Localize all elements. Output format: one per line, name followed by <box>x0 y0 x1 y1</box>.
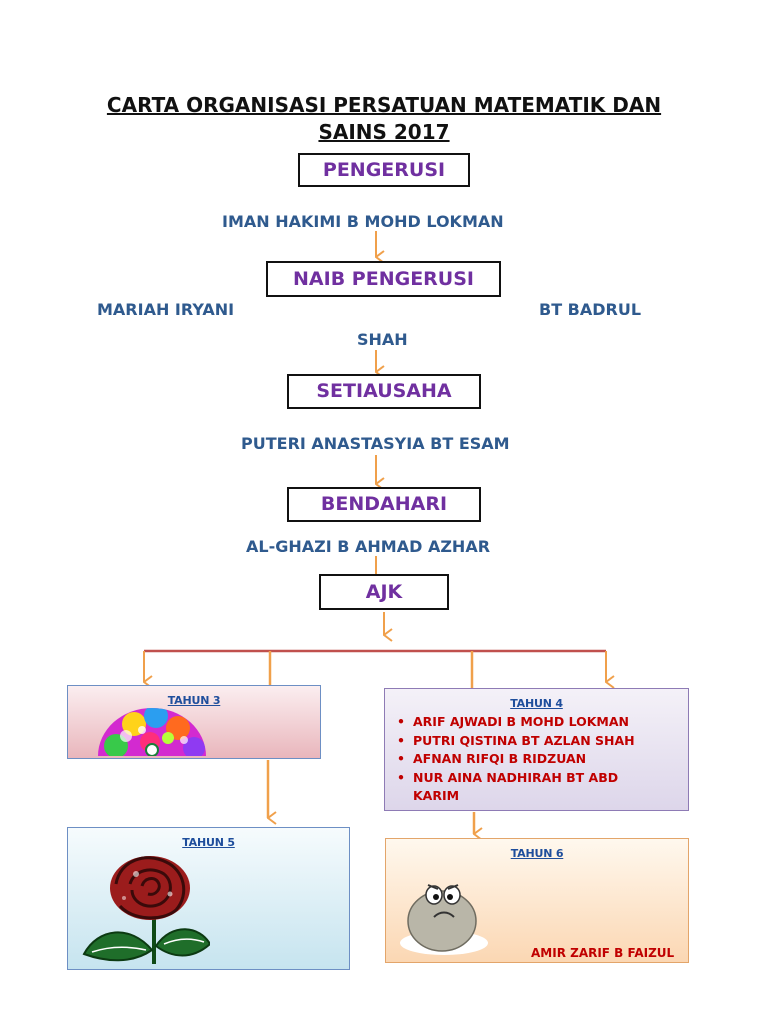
list-item: • AFNAN RIFQI B RIDZUAN <box>413 750 635 769</box>
setiausaha-label: SETIAUSAHA <box>316 380 452 402</box>
tahun3-title: TAHUN 3 <box>167 694 221 707</box>
tahun5-title: TAHUN 5 <box>182 836 235 849</box>
naib-name-right: BT BADRUL <box>539 300 642 319</box>
tahun6-panel <box>385 838 689 963</box>
list-item: • ARIF AJWADI B MOHD LOKMAN <box>413 713 635 732</box>
bullet: • <box>397 769 405 785</box>
naib-pengerusi-label: NAIB PENGERUSI <box>293 268 474 290</box>
glitter-rainbow-image <box>96 706 208 756</box>
naib-name-line2: SHAH <box>357 330 408 349</box>
title-line-2: SAINS 2017 <box>318 120 450 144</box>
red-rose-image <box>80 854 210 966</box>
ajk-label: AJK <box>365 581 403 603</box>
pengerusi-label: PENGERUSI <box>322 159 446 181</box>
tahun5-panel <box>67 827 350 970</box>
worried-face-image <box>398 879 490 957</box>
tahun4-title: TAHUN 4 <box>510 697 563 710</box>
bullet: • <box>397 714 405 729</box>
bendahari-box <box>287 487 481 522</box>
list-item: • NUR AINA NADHIRAH BT ABD <box>413 769 635 788</box>
tahun4-panel <box>384 688 689 811</box>
bullet: • <box>397 732 405 748</box>
tahun6-member: AMIR ZARIF B FAIZUL <box>531 946 675 960</box>
tahun4-member-list <box>393 713 635 806</box>
tahun6-title: TAHUN 6 <box>510 847 564 860</box>
ajk-box <box>319 574 449 610</box>
bullet: • <box>397 751 405 766</box>
naib-name-left: MARIAH IRYANI <box>97 300 235 319</box>
pengerusi-box <box>298 153 470 187</box>
setiausaha-name: PUTERI ANASTASYIA BT ESAM <box>241 434 510 453</box>
list-item-continuation: KARIM <box>413 788 460 803</box>
setiausaha-box <box>287 374 481 409</box>
tahun3-panel <box>67 685 321 759</box>
pengerusi-name: IMAN HAKIMI B MOHD LOKMAN <box>222 212 504 231</box>
bendahari-name: AL-GHAZI B AHMAD AZHAR <box>246 537 491 556</box>
list-item: • PUTRI QISTINA BT AZLAN SHAH <box>413 732 635 751</box>
bendahari-label: BENDAHARI <box>320 493 448 515</box>
title-line-1: CARTA ORGANISASI PERSATUAN MATEMATIK DAN <box>106 93 662 117</box>
naib-pengerusi-box <box>266 261 501 297</box>
